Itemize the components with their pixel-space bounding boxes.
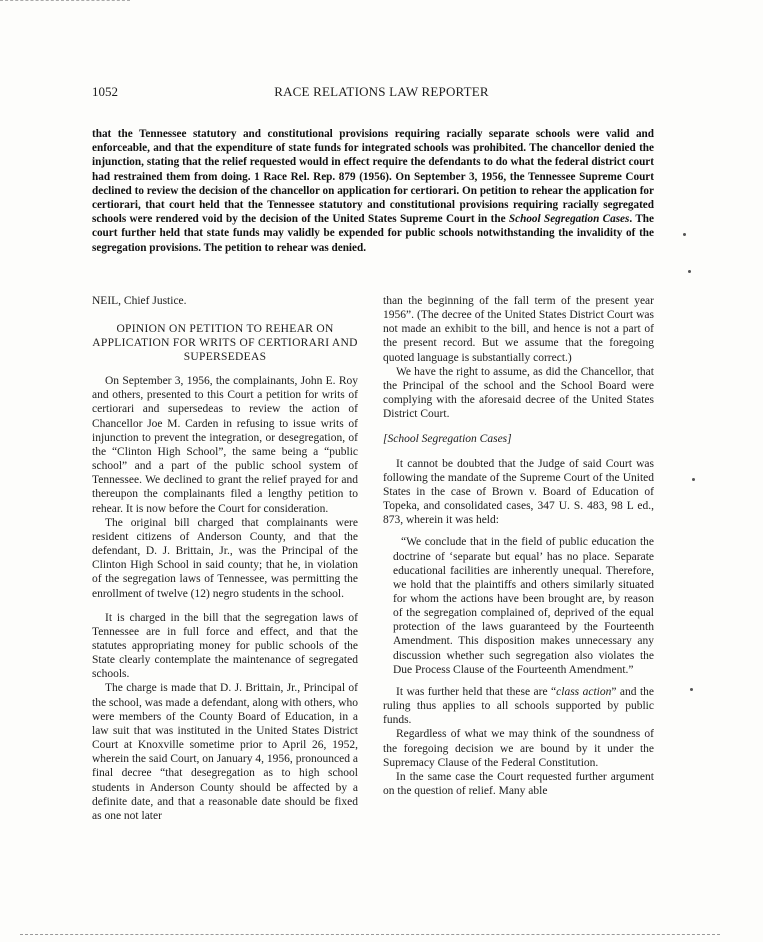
left-column (92, 294, 358, 823)
paragraph: On September 3, 1956, the complainants, John E. Roy and others, presented to this Court a petition for writs of certiorari and supersedeas to review the action of Chancellor Joe M. Carden in refusing to issue writs of injunction to prevent the integration, or desegregation, of the “Clinton High School”, the same being a “public school” and a part of the public school system of Tennessee. We declined to grant the relief prayed for and thereupon the complainants filed a lengthy petition to rehear. It is now before the Court for consideration. (92, 375, 358, 515)
paragraph: The original bill charged that complainants were resident citizens of Anderson County, and that the defendant, D. J. Brittain, Jr., was the Principal of the Clinton High School in said county; that he, in violation of the segregation laws of Tennessee, was permitting the enrollment of twelve (12) negro students in the school. (92, 516, 358, 600)
italic-term: class action (556, 685, 612, 698)
scan-speck (690, 688, 693, 691)
block-quote: “We conclude that in the field of public education the doctrine of ‘separate but equal’ has no place. Separate educational facilities are inherently unequal. Therefore, we hold that the plaintiffs and others similarly situated for whom the actions have been brought are, by reason of the segregation complained of, deprived of the equal protection of the laws guaranteed by the Fourteenth Amendment. This disposition makes unnecessary any discussion whether such segregation also violates the Due Process Clause of the Fourteenth Amendment.” (393, 536, 654, 676)
scan-speck (692, 478, 695, 481)
running-head: RACE RELATIONS LAW REPORTER (274, 84, 489, 99)
paragraph: It cannot be doubted that the Judge of said Court was following the mandate of the Supreme Court of the United States in the case of Brown v. Board of Education of Topeka, and consolidated cases, 347 U. S. 483, 98 L ed., 873, wherein it was held: (383, 457, 654, 527)
headnote (92, 127, 654, 255)
text-span: ” and the ruling thus applies to all schools supported by public funds. (383, 685, 654, 727)
paragraph: The charge is made that D. J. Brittain, Jr., Principal of the school, was made a defendant, along with others, who were members of the County Board of Education, in a law suit that was instituted in the United States District Court at Knoxville sometime prior to April 26, 1952, wherein the said Court, on January 4, 1956, pronounced a final decree “that desegregation as to high school students in Anderson County should be affected by a definite date, and that a reasonable date should be fixed as one not later (92, 682, 358, 822)
paragraph: Regardless of what we may think of the soundness of the foregoing decision we are bound by it under the Supremacy Clause of the Federal Constitution. (383, 728, 654, 769)
opinion-author: NEIL, Chief Justice. (92, 295, 187, 307)
opinion-title: OPINION ON PETITION TO REHEAR ON APPLICATION FOR WRITS OF CERTIORARI AND SUPERSEDEAS (92, 323, 358, 364)
right-column (383, 294, 654, 798)
scan-edge-bottom (20, 934, 720, 935)
headnote-text-end: . The court further held that state funds may validly be expended for public schools notwithstanding the invalidity of the segregation provisions. The petition to rehear was denied. (92, 213, 654, 254)
paragraph: than the beginning of the fall term of the present year 1956”. (The decree of the United States District Court was not made an exhibit to the bill, and hence is not a part of the present record. But we assume that the foregoing quoted language is substantially correct.) (383, 295, 654, 364)
headnote-text: that the Tennessee statutory and constitutional provisions requiring racially separate schools were valid and enforceable, and that the expenditure of state funds for integrated schools was prohibited. The chancellor denied the injunction, stating that the relief requested would in effect require the defendants to do what the federal district court had restrained them from doing. 1 Race Rel. Rep. 879 (1956). On September 3, 1956, the Tennessee Supreme Court declined to review the decision of the chancellor on application for certiorari. On petition to rehear the application for certiorari, that court held that the Tennessee statutory and constitutional provisions requiring racially segregated schools were rendered void by the decision of the United States Supreme Court in the (92, 128, 654, 226)
scan-edge-top (0, 0, 130, 1)
paragraph: It is charged in the bill that the segregation laws of Tennessee are in full force and effect, and that the statutes appropriating money for public schools of the State clearly contemplate the maintenance of segregated schools. (92, 611, 358, 681)
page-number: 1052 (92, 84, 118, 99)
paragraph: In the same case the Court requested further argument on the question of relief. Many able (383, 770, 654, 797)
paragraph (383, 685, 654, 727)
section-heading: [School Segregation Cases] (383, 433, 512, 446)
scan-speck (683, 233, 686, 236)
headnote-case-name: School Segregation Cases (508, 213, 630, 226)
text-span: It was further held that these are “ (396, 685, 557, 698)
scan-speck (688, 270, 691, 273)
paragraph: We have the right to assume, as did the Chancellor, that the Principal of the school and the School Board were complying with the aforesaid decree of the United States District Court. (383, 365, 654, 421)
